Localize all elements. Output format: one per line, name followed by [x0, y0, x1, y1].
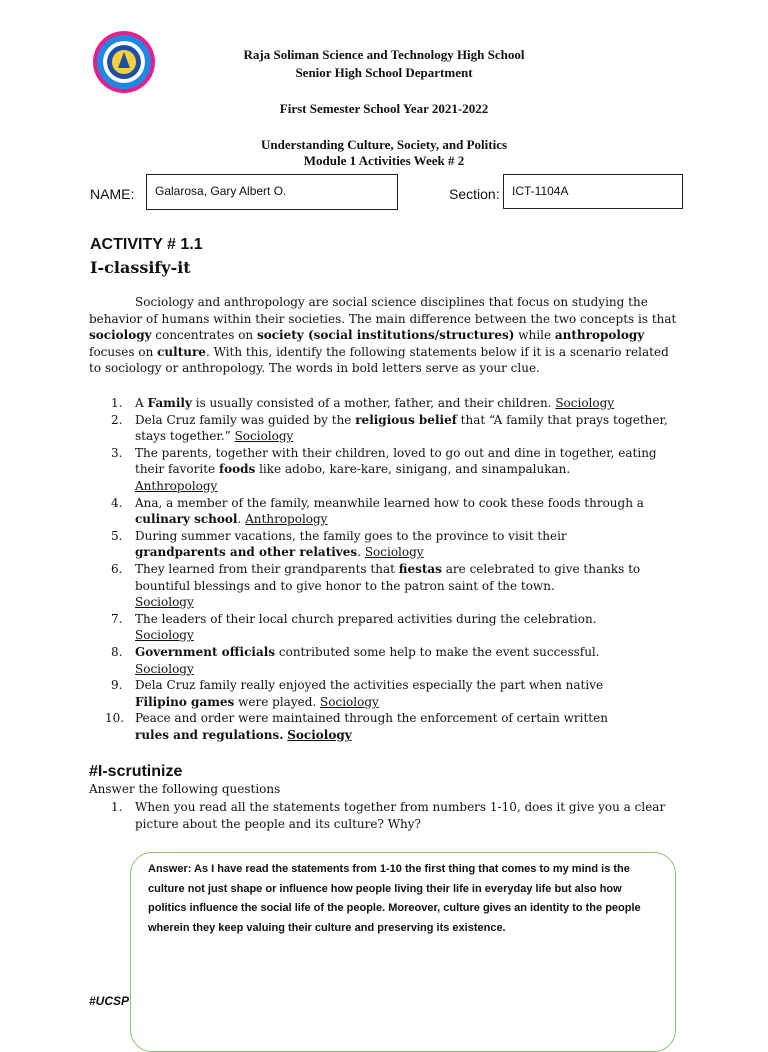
list-item: 4. Ana, a member of the family, meanwhile learned how to cook these foods through a culinary school. Anthropology [111, 495, 644, 527]
list-item: 9. Dela Cruz family really enjoyed the activities especially the part when native Filipino games were played. Sociology [111, 678, 604, 709]
footer-tag: #UCSP [89, 994, 130, 1008]
semester-line: First Semester School Year 2021-2022 [279, 101, 489, 116]
list-item: 2. Dela Cruz family was guided by the religious belief that “A family that prays together, stays together.” Sociology [111, 412, 668, 444]
answer-text: Sociology [320, 694, 379, 709]
intro-paragraph: Sociology and anthropology are social science disciplines that focus on studying the behavior of humans within their societies. The main difference between the two concepts is that sociology concentrates on society (social institutions/structures) while anthropology focuses on culture. With this, identify the following statements below if it is a scenario related to sociology or anthropology. The words in bold letters serve as your clue. [89, 295, 677, 376]
answer-text: Anthropology [135, 478, 218, 493]
answer-text: Sociology [555, 396, 615, 410]
answer-text: Sociology [135, 595, 194, 610]
answer-text: Anthropology [245, 512, 328, 527]
school-name: Raja Soliman Science and Technology High School [243, 47, 525, 62]
name-label: NAME: [90, 186, 135, 202]
list-item: 6. They learned from their grandparents that fiestas are celebrated to give thanks to bountiful blessings and to give honor to the patron saint of the town. Sociology [111, 561, 641, 610]
section-field[interactable]: ICT-1104A [503, 174, 683, 209]
section-label: Section: [449, 186, 500, 202]
answer-box[interactable]: Answer: As I have read the statements from 1-10 the first thing that comes to my mind is the culture not just shape or influence how people living their life in everyday life but also how politics influence the social life of the people. Moreover, culture gives an identity to the people wherein they keep valuing their culture and preserving its existence. [130, 852, 676, 1052]
scrutinize-title: #I-scrutinize [89, 763, 183, 780]
answer-text: Sociology [135, 628, 194, 643]
answer-text: Sociology [234, 429, 294, 444]
subject-title: Understanding Culture, Society, and Politics [260, 137, 508, 152]
answer-text: Sociology [364, 545, 424, 560]
list-item: 8. Government officials contributed some help to make the event successful. Sociology [111, 644, 600, 676]
list-item: 3. The parents, together with their children, loved to go out and dine in together, eating their favorite foods like adobo, kare-kare, sinigang, and sinampalukan. Anthropology [111, 445, 657, 493]
activity-title: ACTIVITY # 1.1 [90, 236, 203, 253]
list-item: 1. A Family is usually consisted of a mother, father, and their children. Sociology [111, 396, 615, 410]
activity-subtitle: I-classify-it [90, 258, 191, 277]
name-field[interactable]: Galarosa, Gary Albert O. [146, 174, 398, 210]
department-name: Senior High School Department [295, 65, 473, 80]
list-item: 10. Peace and order were maintained through the enforcement of certain written rules and regulations. Sociology [105, 711, 608, 742]
question-1: 1. When you read all the statements together from numbers 1-10, does it give you a clear picture about the people and its culture? Why? [111, 800, 666, 831]
statement-list [89, 395, 679, 743]
scrutinize-instruction: Answer the following questions [89, 782, 281, 796]
module-title: Module 1 Activities Week # 2 [303, 153, 465, 168]
answer-text: Sociology [287, 727, 352, 742]
list-item: 5. During summer vacations, the family goes to the province to visit their grandparents and other relatives. Sociology [111, 528, 567, 560]
list-item: 7. The leaders of their local church prepared activities during the celebration. Sociology [111, 611, 597, 643]
answer-text: Sociology [135, 661, 194, 676]
